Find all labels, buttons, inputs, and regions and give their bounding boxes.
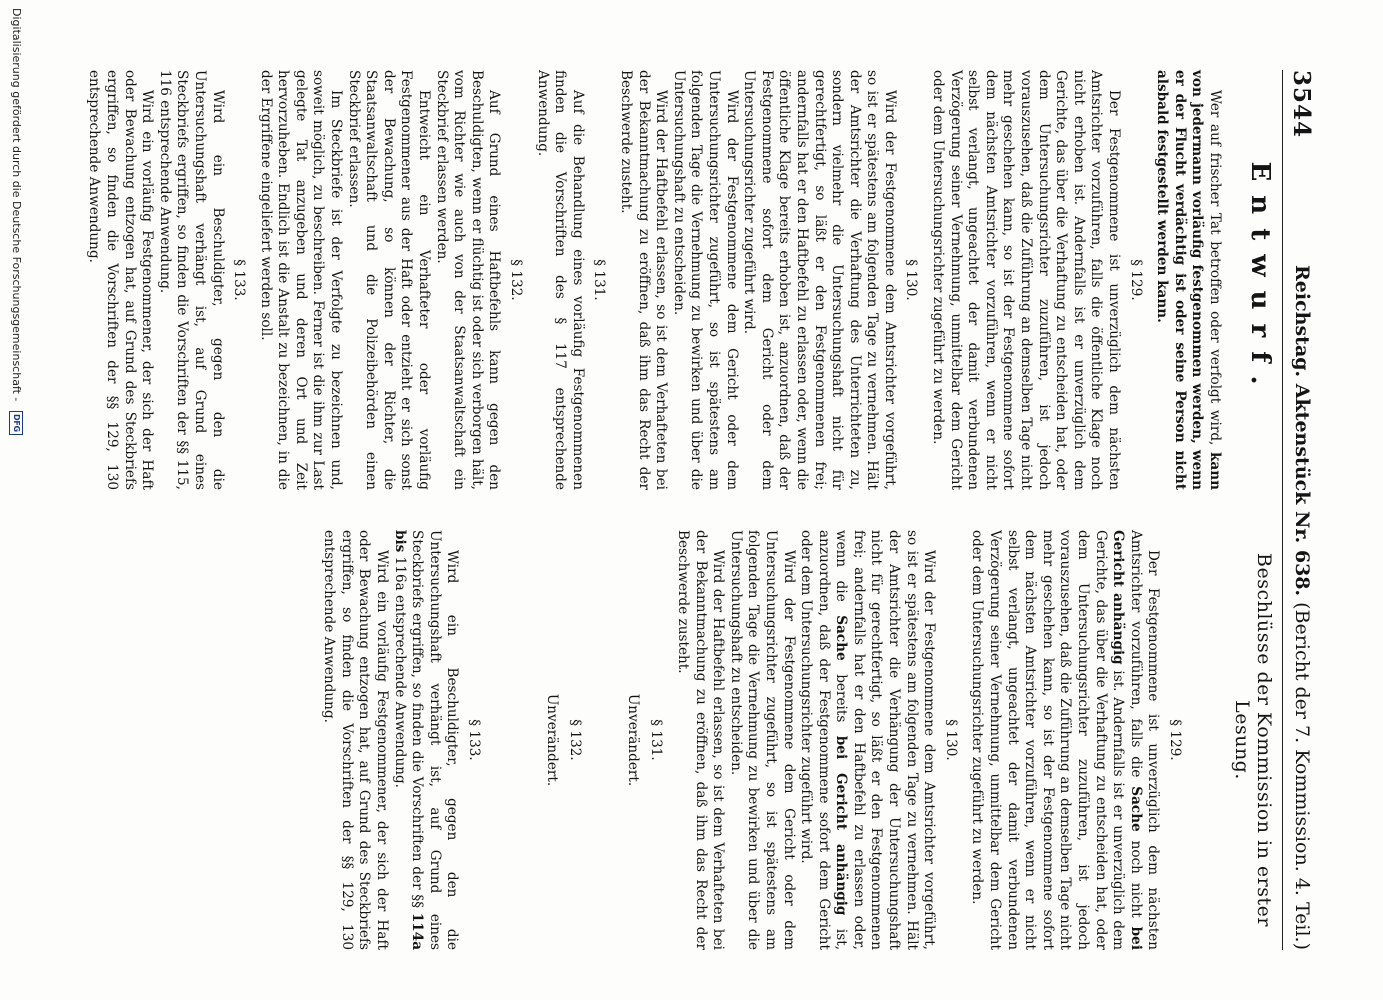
section-text: Wird ein vorläufig Festgenommener, der sich der Haft oder Bewachung entzogen hat, auf Grund des Steckbriefs ergriffen, so finden die Vorschriften der §§ 129, 130 entsprechende Anwendung.: [321, 530, 391, 950]
left-column: [85, 70, 1223, 490]
footer-text: Digitalisierung gefördert durch die Deutsche Forschungsgemeinschaft: [10, 8, 23, 394]
footer-separator: -: [10, 393, 23, 405]
section-heading: § 132.: [567, 719, 584, 761]
section-heading: § 129.: [1167, 719, 1183, 761]
running-head-bold: Reichstag. Aktenstück Nr. 638.: [1291, 265, 1313, 597]
digitization-footer: [6, 0, 26, 1000]
section-heading: § 130.: [903, 259, 920, 301]
right-column: [320, 530, 1223, 950]
text-run: noch nicht: [1127, 831, 1144, 927]
text-run: Wird ein Beschuldigter, gegen den die Untersuchungshaft verhängt ist, auf Grund eines Steckbriefs ergriffen, so finden die Vorschriften der §§: [409, 530, 461, 950]
section-text: [390, 530, 460, 950]
text-run: bereits: [833, 660, 850, 736]
section-heading: § 133.: [231, 259, 248, 301]
text-run: ist. Andernfalls ist er unverzüglich dem Gerichte, das über die Verhaftung zu entscheiden hat, oder dem Untersuchungsrichter zuzuführen, ist jedoch vorauszusehen, daß die Zuführung an demselben Tage nicht mehr geschehen kann, so ist der Festgenommene sofort dem nächsten Amtsrichter vorzuführen, wenn er nicht selbst verlangt, ungeachtet der damit verbundenen Verzögerung seiner Vernehmung, unmittelbar dem Gericht oder dem Untersuchungsrichter zugeführt zu werden.: [969, 530, 1127, 950]
text-run-bold: Sache: [833, 615, 850, 661]
unchanged-note: Unverändert.: [624, 693, 641, 787]
text-run-bold: Sache: [1127, 786, 1144, 832]
section-text: Der Festgenommene ist unverzüglich dem nächsten Amtsrichter vorzuführen, falls die öffentliche Klage noch nicht erhoben ist. Andernfalls ist er unverzüglich dem Gerichte, das über die Verhaftung zu entscheiden hat, oder dem Untersuchungsrichter zuzuführen, ist jedoch vorauszusehen, daß die Zuführung an demselben Tage nicht mehr geschehen kann, so ist der Festgenommene sofort dem nächsten Amtsrichter vorzuführen, wenn er nicht selbst verlangt, ungeachtet der damit verbundenen Verzögerung seiner Vernehmung, unmittelbar dem Gericht oder dem Untersuchungsrichter zugeführt zu werden.: [930, 70, 1123, 490]
dfg-logo-icon: DFG: [9, 411, 23, 435]
intro-text-bold: kann von jedermann vorläufig festgenommen werden, wenn er der Flucht verdächtig ist oder seine Person nicht alsbald festgestellt werden kann.: [1154, 70, 1223, 490]
unchanged-note: Unverändert.: [543, 693, 560, 787]
running-head: [1291, 170, 1313, 950]
section-heading: § 131.: [591, 259, 608, 301]
section-text: [968, 530, 1162, 950]
page-number: 3544: [1288, 70, 1315, 139]
section-heading: § 130.: [942, 719, 959, 761]
header-rule: [1282, 70, 1283, 950]
intro-paragraph: [1153, 70, 1223, 490]
section-text: Wird der Festgenommene dem Amtsrichter vorgeführt, so ist er spätestens am folgenden Tage zu vernehmen. Hält der Amtsrichter die Verhaftung des Unterrichteten zu, sondern vielmehr die Untersuchungshaft nicht für gerechtfertigt, so läßt er den Festgenommenen frei; andernfalls hat er den Haftbefehl zu erlassen oder, wenn die öffentliche Klage bereits erhoben ist, anzuordnen, daß der Festgenommene sofort dem Gericht oder dem Untersuchungsrichter zugeführt wird.: [741, 70, 898, 490]
section-text: Wird der Festgenommene dem Gericht oder dem Untersuchungsrichter zugeführt, so ist spätestens am folgenden Tage die Vernehmung zu bewirken und über die Untersuchungshaft zu entscheiden.: [727, 530, 797, 950]
left-column-title: Entwurf.: [1245, 161, 1275, 399]
running-head-rest: (Bericht der 7. Kommission. 4. Teil.): [1291, 596, 1313, 950]
section-text: Entweicht ein Verhafteter oder vorläufig Festgenommener aus der Haft oder entzieht er sich sonst der Bewachung, so können der Richter, die Staatsanwaltschaft und die Polizeibehörden einen Steckbrief erlassen.: [345, 70, 433, 490]
page-header: [1281, 70, 1321, 950]
right-column-title: Beschlüsse der Kommission in erster Lesung.: [1231, 553, 1275, 927]
section-heading: § 133.: [466, 719, 482, 761]
section-text: Im Steckbriefe ist der Verfolgte zu bezeichnen und, soweit möglich, zu beschreiben. Ferner ist die ihm zur Last gelegte Tat anzugeben und deren Ort und Zeit hervorzuheben. Endlich ist die Anstalt zu bezeichnen, in die der Ergriffene eingeliefert werden soll.: [257, 70, 345, 490]
section-text: Wird der Haftbefehl erlassen, so ist dem Verhafteten bei der Bekanntmachung zu eröffnen, daß ihm das Recht der Beschwerde zusteht.: [618, 70, 670, 490]
section-text: Auf die Behandlung eines vorläufig Festgenommenen finden die Vorschriften des § 117 entsprechende Anwendung.: [534, 70, 586, 490]
text-run: Wird der Festgenommene dem Amtsrichter vorgeführt, so ist er spätestens am folgenden Tage zu vernehmen. Hält der Amtsrichter die Verhängung der Untersuchungshaft nicht für gerechtfertigt, so läßt er den Festgenommenen frei; andernfalls hat er den Haftbefehl zu erlassen oder, wenn die: [833, 530, 938, 950]
section-text: Wird ein vorläufig Festgenommener, der sich der Haft oder Bewachung entzogen hat, auf Grund des Steckbriefs ergriffen, so finden die Vorschriften der §§ 129, 130 entsprechende Anwendung.: [86, 70, 156, 490]
section-heading: § 132.: [508, 259, 525, 301]
text-run: Der Festgenommene ist unverzüglich dem nächsten Amtsrichter vorzuführen, falls die: [1127, 530, 1162, 950]
text-run: 116a entsprechende Anwendung.: [391, 552, 408, 788]
text-run-bold: 114a: [409, 912, 426, 950]
section-heading: § 131.: [648, 719, 665, 761]
text-run-bold: bei Gericht anhängig: [833, 735, 850, 916]
text-run-bold: bei Gericht anhängig: [1110, 530, 1144, 950]
section-text: Wird ein Beschuldigter, gegen den die Untersuchungshaft verhängt ist, auf Grund eines Steckbriefs ergriffen, so finden die Vorschriften der §§ 115, 116 entsprechende Anwendung.: [156, 70, 226, 490]
section-text: [797, 530, 938, 950]
text-run: ist, anzuordnen, daß der Festgenommene sofort dem Gericht oder dem Untersuchungsrichter zugeführt wird.: [798, 530, 850, 951]
intro-text: Wer auf frischer Tat betroffen oder verfolgt wird,: [1207, 90, 1223, 452]
section-text: Wird der Haftbefehl erlassen, so ist dem Verhafteten bei der Bekanntmachung zu eröffnen, daß ihm das Recht der Beschwerde zusteht.: [674, 530, 727, 950]
section-text: Auf Grund eines Haftbefehls kann gegen den Beschuldigten, wenn er flüchtig ist oder sich verborgen hält, vom Richter wie auch von der Staatsanwaltschaft ein Steckbrief erlassen werden.: [433, 70, 503, 490]
text-run-bold: bis: [391, 530, 408, 553]
section-heading: § 129.: [1127, 259, 1144, 301]
section-text: Wird der Festgenommene dem Gericht oder dem Untersuchungsrichter zugeführt, so ist spätestens am folgenden Tage die Vernehmung zu bewirken und über die Untersuchungshaft zu entscheiden.: [670, 70, 740, 490]
